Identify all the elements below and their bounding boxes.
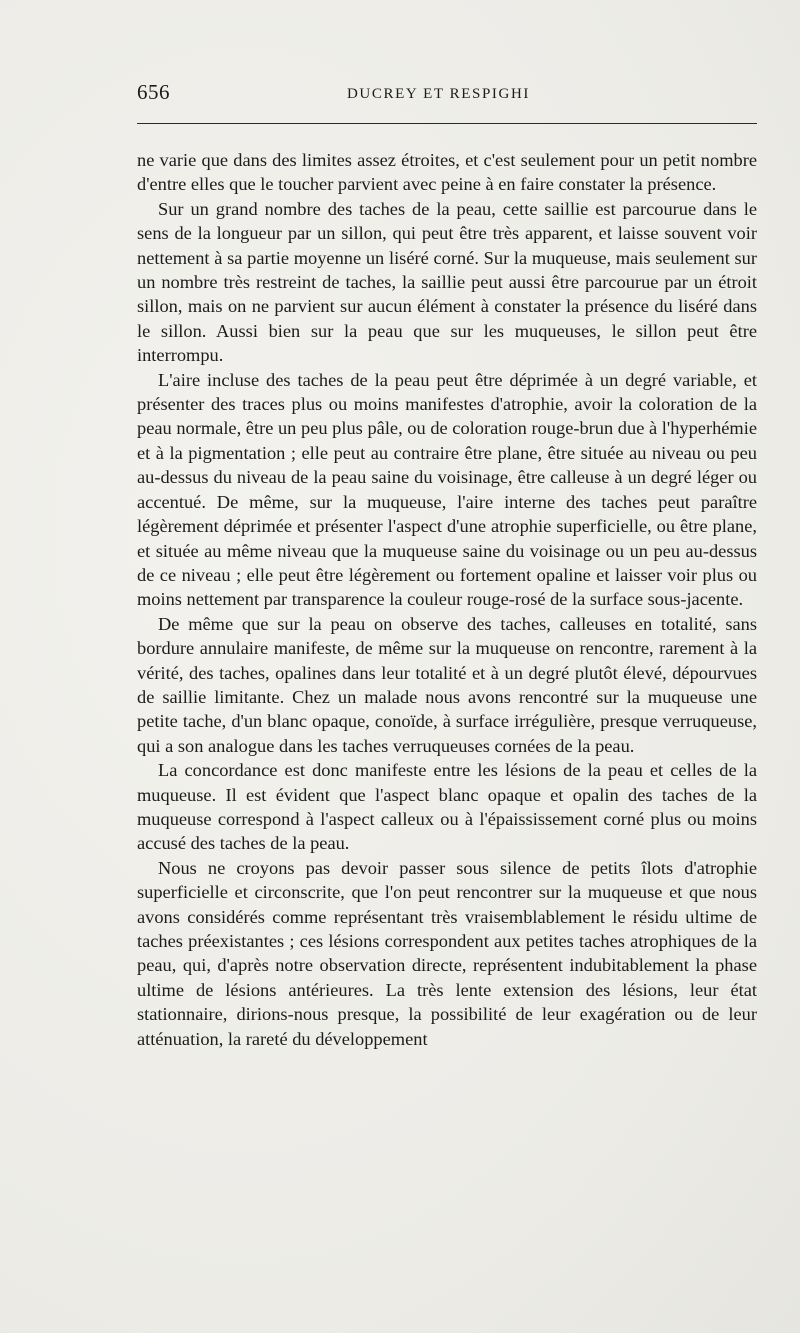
paragraph: Nous ne croyons pas devoir passer sous silence de petits îlots d'atrophie superficielle et circonscrite, que l'on peut rencontrer sur la muqueuse et que nous avons considérés comme représentant très vraisemblablement le résidu ultime de taches préexistantes ; ces lésions correspondent aux petites taches atrophiques de la peau, qui, d'après notre observation directe, représentent indubitablement la phase ultime de lésions antérieures. La très lente extension des lésions, leur état stationnaire, dirions-nous presque, la possibilité de leur exagération ou de leur atténuation, la rareté du développement — [137, 857, 757, 1049]
paragraph-continued: ne varie que dans des limites assez étroites, et c'est seulement pour un petit nombre d'entre elles que le toucher parvient avec peine à en faire constater la présence. — [137, 150, 757, 195]
paragraph: Sur un grand nombre des taches de la peau, cette saillie est parcourue dans le sens de la longueur par un sillon, qui peut être très apparent, et laisse souvent voir nettement à sa partie moyenne un liséré corné. Sur la muqueuse, mais seulement sur un nombre très restreint de taches, la saillie peut aussi être parcourue par un étroit sillon, mais on ne parvient sur aucun élément à constater la présence du liséré dans le sillon. Aussi bien sur la peau que sur les muqueuses, le sillon peut être interrompu. — [137, 198, 757, 366]
paragraph: L'aire incluse des taches de la peau peut être déprimée à un degré variable, et présenter des traces plus ou moins manifestes d'atrophie, avoir la coloration de la peau normale, être un peu plus pâle, ou de coloration rouge-brun due à l'hyperhémie et à la pigmentation ; elle peut au contraire être plane, être située au niveau ou peu au-dessus du niveau de la peau saine du voisinage, être calleuse à un degré léger ou accentué. De même, sur la muqueuse, l'aire interne des taches peut paraître légèrement déprimée et présenter l'aspect d'une atrophie superficielle, ou être plane, et située au même niveau que la muqueuse saine du voisinage ou un peu au-dessus de ce niveau ; elle peut être légèrement ou fortement opaline et laisser voir plus ou moins nettement par transparence la couleur rouge-rosé de la surface sous-jacente. — [137, 369, 757, 610]
paragraph: De même que sur la peau on observe des taches, calleuses en totalité, sans bordure annulaire manifeste, de même sur la muqueuse on rencontre, rarement à la vérité, des taches, opalines dans leur totalité et à un degré plutôt élevé, dépourvues de saillie limitante. Chez un malade nous avons rencontré sur la muqueuse une petite tache, d'un blanc opaque, conoïde, à surface irrégulière, presque verruqueuse, qui a son analogue dans les taches verruqueuses cornées de la peau. — [137, 613, 757, 756]
page-number: 656 — [137, 80, 170, 104]
header-rule — [137, 123, 757, 124]
running-title: DUCREY ET RESPIGHI — [347, 86, 530, 102]
body-text — [137, 148, 757, 1051]
paragraph: La concordance est donc manifeste entre les lésions de la peau et celles de la muqueuse. Il est évident que l'aspect blanc opaque et opalin des taches de la muqueuse correspond à l'aspect calleux ou à l'épaississement corné plus ou moins accusé des taches de la peau. — [137, 760, 757, 854]
running-head — [137, 80, 757, 112]
